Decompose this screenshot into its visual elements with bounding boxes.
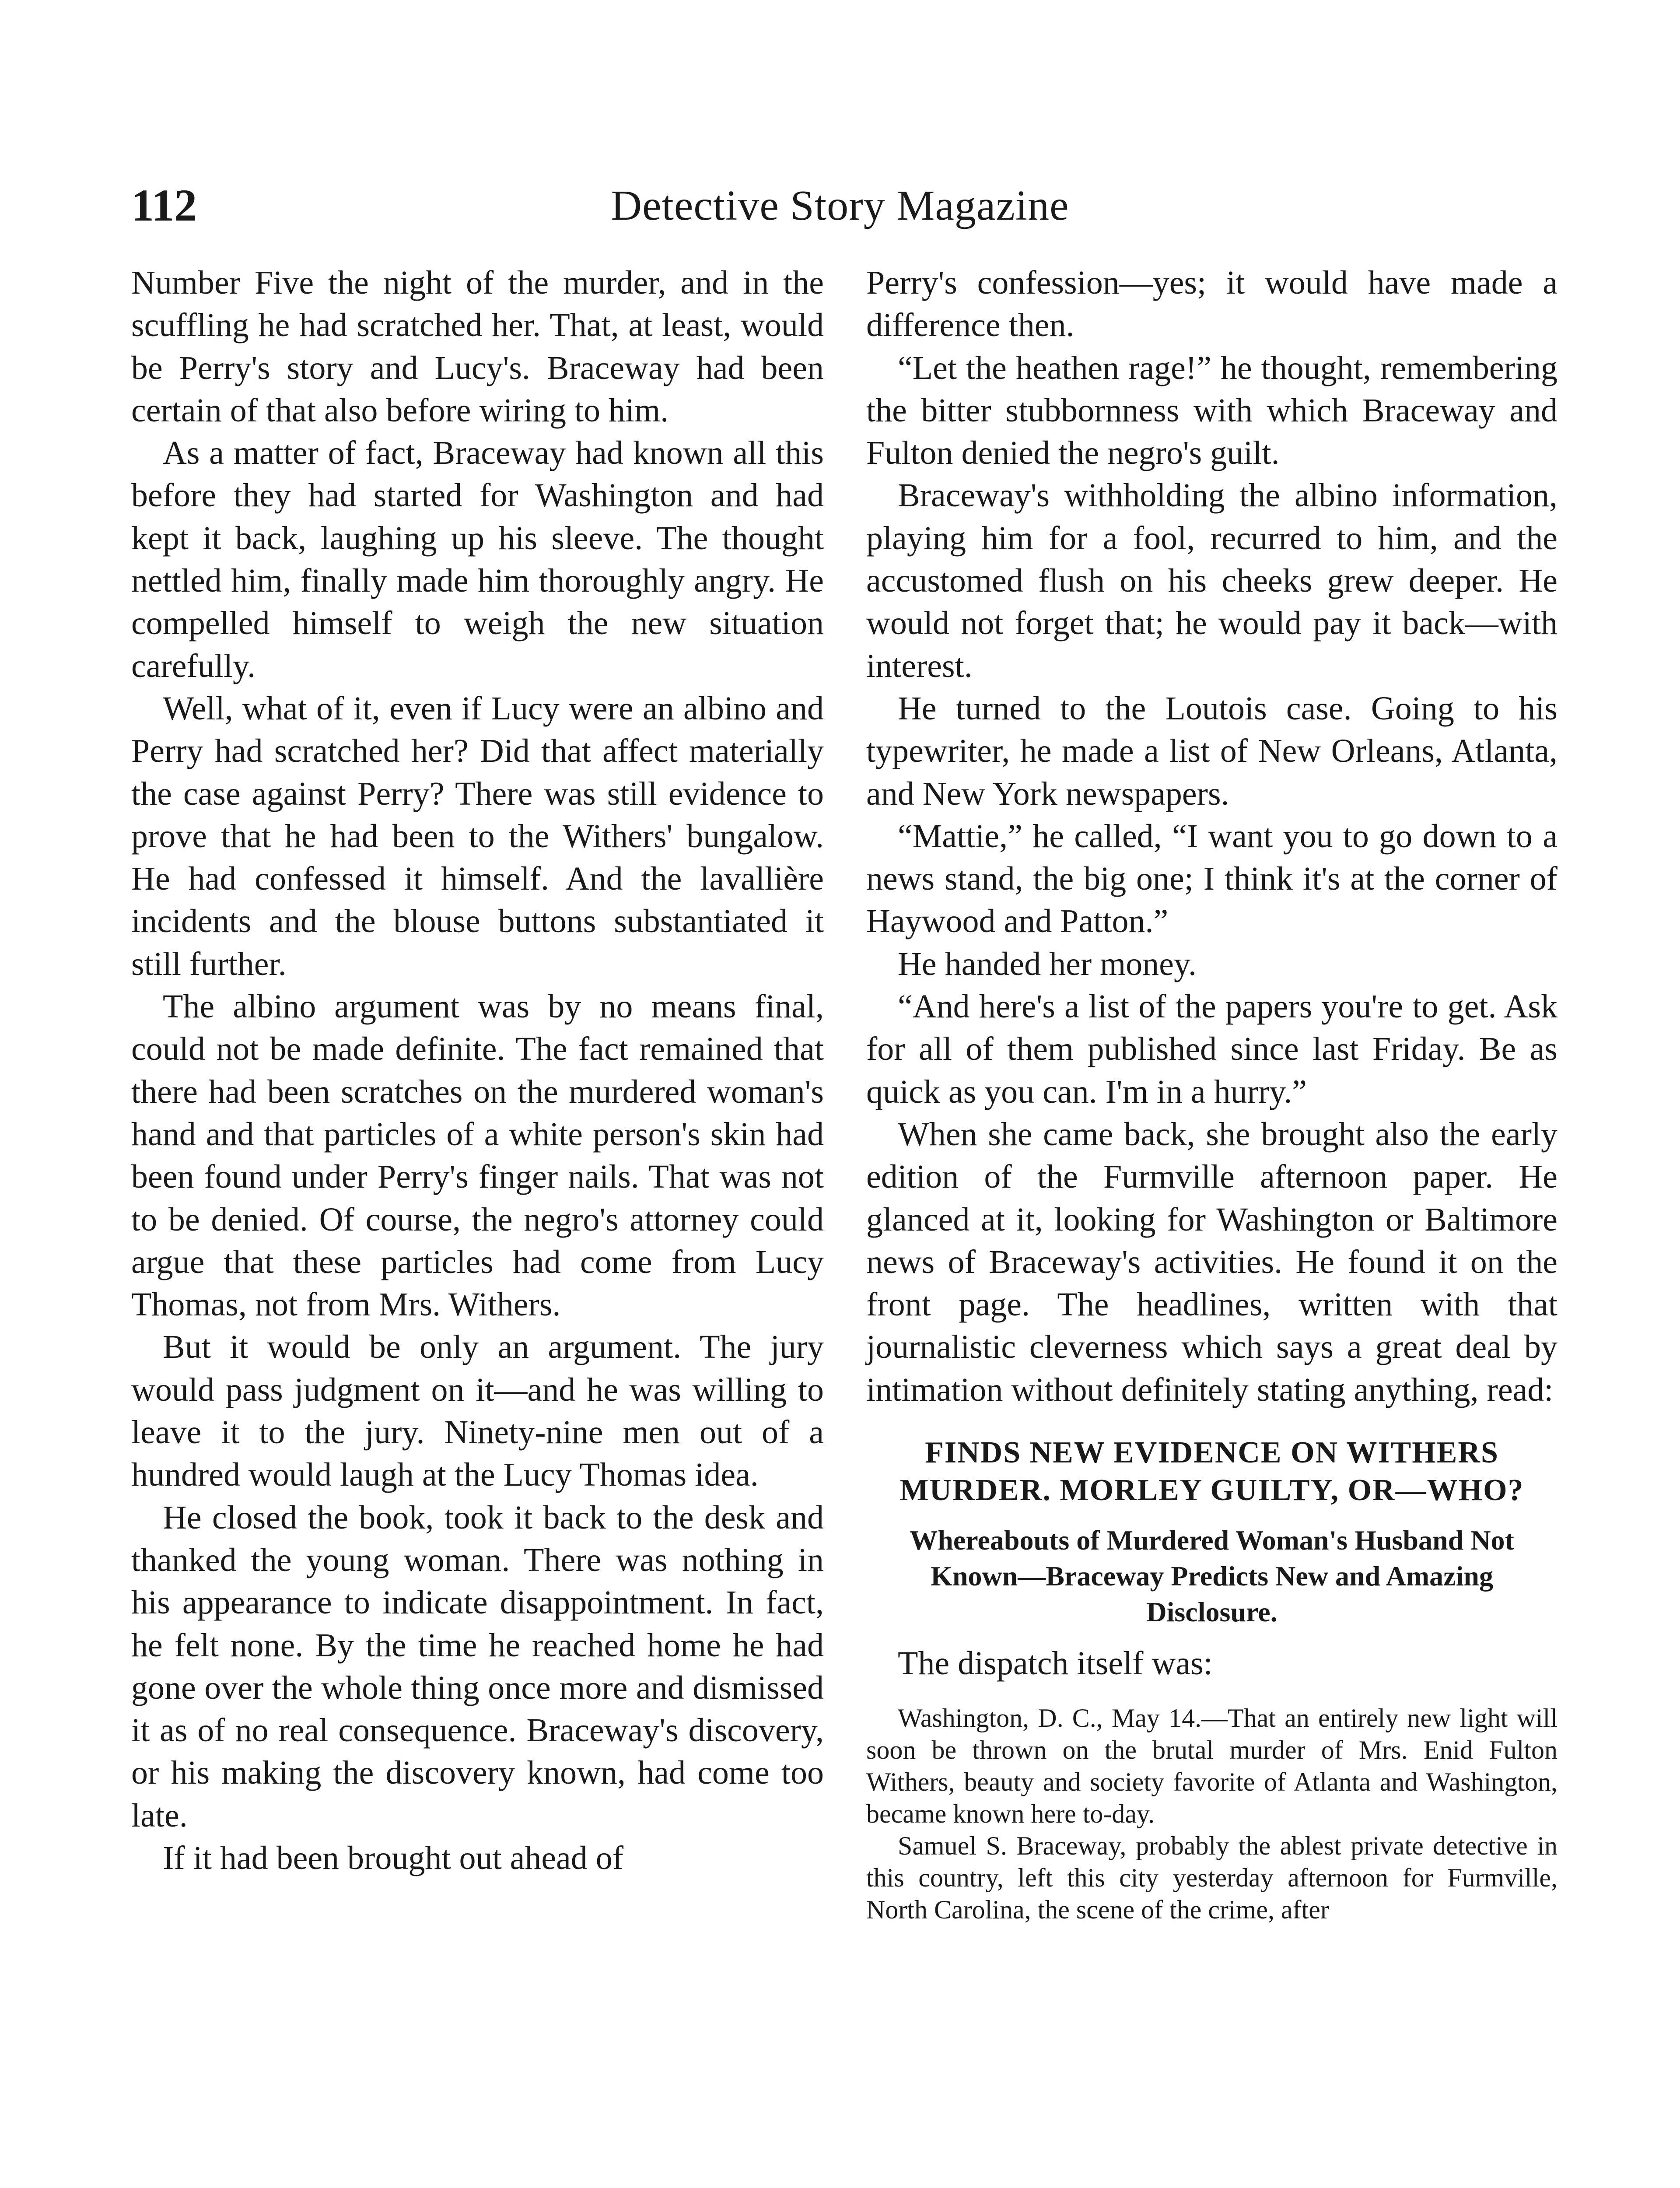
dispatch-paragraph: Samuel S. Braceway, probably the ablest private detective in this country, left this city yesterday afternoon for Furmville, North Carolina, the scene of the crime, after	[866, 1831, 1558, 1925]
left-column	[131, 262, 824, 1879]
paragraph: The albino argument was by no means final, could not be made definite. The fact remained that there had been scratches on the murdered woman's hand and that particles of a white person's skin had been found under Perry's finger nails. That was not to be denied. Of course, the negro's attorney could argue that these particles had come from Lucy Thomas, not from Mrs. Withers.	[131, 988, 824, 1323]
newspaper-headline: FINDS NEW EVIDENCE ON WITHERS MURDER. MORLEY GUILTY, OR—WHO?	[900, 1436, 1524, 1508]
dispatch-paragraph: Washington, D. C., May 14.—That an entirely new light will soon be thrown on the brutal murder of Mrs. Enid Fulton Withers, beauty and society favorite of Atlanta and Washington, became known here to-day.	[866, 1704, 1558, 1829]
paragraph-continuation: Perry's confession—yes; it would have made a difference then.	[866, 264, 1558, 344]
running-title: Detective Story Magazine	[611, 182, 1069, 229]
newspaper-subheadline: Whereabouts of Murdered Woman's Husband Not Known—Braceway Predicts New and Amazing Disclosure.	[910, 1525, 1514, 1628]
paragraph: But it would be only an argument. The jury would pass judgment on it—and he was willing to leave it to the jury. Ninety-nine men out of a hundred would laugh at the Lucy Thomas idea.	[131, 1329, 824, 1494]
page-header	[131, 173, 1549, 243]
paragraph: “Let the heathen rage!” he thought, remembering the bitter stubbornness with which Braceway and Fulton denied the negro's guilt.	[866, 349, 1558, 472]
paragraph: “And here's a list of the papers you're to get. Ask for all of them published since last Friday. Be as quick as you can. I'm in a hurry.”	[866, 988, 1558, 1110]
paragraph: As a matter of fact, Braceway had known all this before they had started for Washington and had kept it back, laughing up his sleeve. The thought nettled him, finally made him thoroughly angry. He compelled himself to weigh the new situation carefully.	[131, 435, 824, 684]
paragraph: “Mattie,” he called, “I want you to go down to a news stand, the big one; I think it's at the corner of Haywood and Patton.”	[866, 817, 1558, 940]
paragraph: When she came back, she brought also the early edition of the Furmville afternoon paper. He glanced at it, looking for Washington or Baltimore news of Braceway's activities. He found it on the front page. The headlines, written with that journalistic cleverness which says a great deal by intimation without definitely stating anything, read:	[866, 1115, 1558, 1408]
paragraph: Number Five the night of the murder, and in the scuffling he had scratched her. That, at least, would be Perry's story and Lucy's. Braceway had been certain of that also before wiring to him.	[131, 264, 824, 429]
page-number: 112	[131, 180, 197, 231]
paragraph: He handed her money.	[898, 945, 1197, 982]
paragraph: He turned to the Loutois case. Going to his typewriter, he made a list of New Orleans, Atlanta, and New York newspapers.	[866, 690, 1558, 812]
paragraph: Braceway's withholding the albino information, playing him for a fool, recurred to him, and the accustomed flush on his cheeks grew deeper. He would not forget that; he would pay it back—with interest.	[866, 477, 1558, 684]
paragraph: If it had been brought out ahead of	[163, 1839, 624, 1876]
paragraph: He closed the book, took it back to the desk and thanked the young woman. There was nothing in his appearance to indicate disappointment. In fact, he felt none. By the time he reached home he had gone over the whole thing once more and dismissed it as of no real consequence. Braceway's discovery, or his making the discovery known, had come too late.	[131, 1499, 824, 1834]
right-column	[866, 262, 1558, 1926]
dispatch-intro: The dispatch itself was:	[898, 1645, 1213, 1682]
paragraph: Well, what of it, even if Lucy were an albino and Perry had scratched her? Did that affect materially the case against Perry? There was still evidence to prove that he had been to the Withers' bungalow. He had confessed it himself. And the lavallière incidents and the blouse buttons substantiated it still further.	[131, 690, 824, 982]
